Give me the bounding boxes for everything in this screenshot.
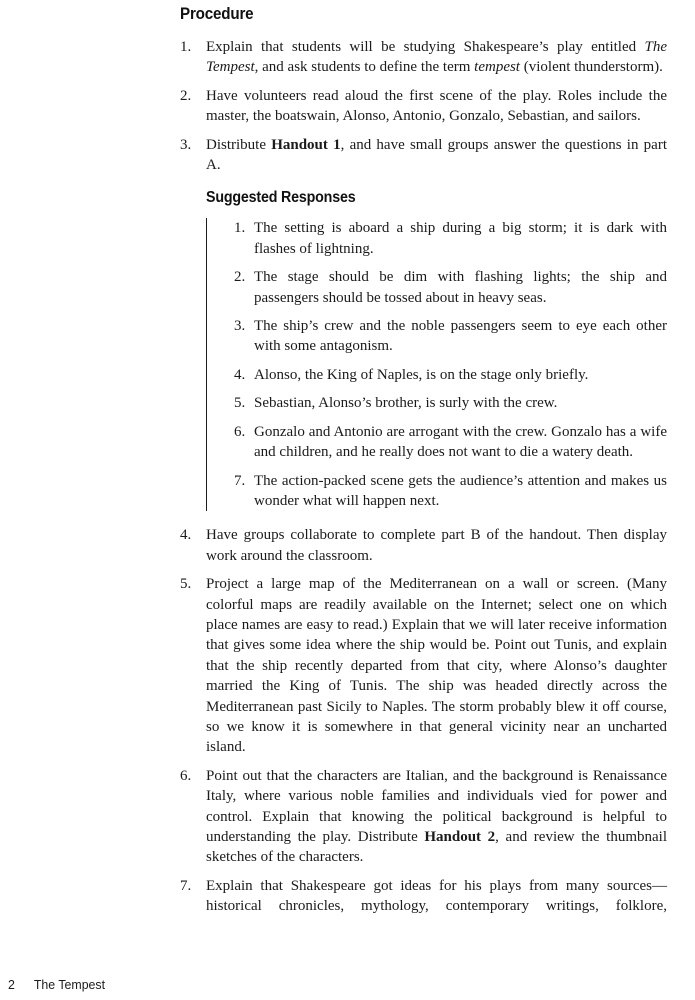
text-run: Point out that the characters are Italian, and the background is Renaissance Italy, where various noble families and individuals vied for power and control. Explain that knowing the political background is helpful to understanding the play. Distribute xyxy=(206,767,667,845)
text-run: , and ask students to define the term xyxy=(254,59,475,76)
item-number: 1. xyxy=(180,39,192,55)
text-run: Have volunteers read aloud the first scene of the play. Roles include the master, the boatswain, Alonso, Antonio, Gonzalo, Sebastian, and sailors. xyxy=(206,87,667,125)
item-number: 7. xyxy=(180,877,192,894)
text-run: Distribute xyxy=(206,136,272,153)
response-item-4 xyxy=(234,365,667,385)
procedure-item-5 xyxy=(180,574,667,758)
procedure-item-4 xyxy=(180,525,667,566)
response-number: 1. xyxy=(234,220,246,237)
response-item-7 xyxy=(234,471,667,512)
response-item-1 xyxy=(234,218,667,259)
procedure-item-3 xyxy=(180,135,667,176)
response-text: The action-packed scene gets the audience’s attention and makes us wonder what will happen next. xyxy=(254,472,667,509)
text-run-italic: The Tempest xyxy=(206,39,667,76)
response-number: 3. xyxy=(234,318,246,335)
response-number: 7. xyxy=(234,472,246,489)
text-run: Explain that students will be studying Shakespeare’s play entitled xyxy=(206,39,645,55)
page-footer xyxy=(8,977,105,992)
text-run-italic: tempest xyxy=(474,59,520,76)
suggested-responses-list xyxy=(206,218,667,511)
suggested-responses-heading-row xyxy=(206,189,667,207)
item-number: 3. xyxy=(180,136,192,153)
response-text: Sebastian, Alonso’s brother, is surly with the crew. xyxy=(254,395,558,412)
text-run: Project a large map of the Mediterranean on a wall or screen. (Many colorful maps are readily available on the Internet; select one on which place names are easy to read.) Explain that we will later receive information that gives some idea where the ship would be. Point out Tunis, and explain that the ship recently departed from that city, where Alonso’s daughter married the King of Tunis. The ship was headed directly across the Mediterranean past Sicily to Naples. The storm probably blew it off course, so we know it is somewhere in that general vicinity near an uncharted island. xyxy=(206,576,667,756)
text-run: (violent thunderstorm). xyxy=(519,59,663,76)
text-run-bold: Handout 1 xyxy=(271,136,341,153)
response-item-6 xyxy=(234,422,667,463)
item-text xyxy=(206,86,667,127)
response-text: The stage should be dim with flashing lights; the ship and passengers should be tossed about in heavy seas. xyxy=(254,269,667,306)
response-item-5 xyxy=(234,393,667,413)
procedure-heading: Procedure xyxy=(180,5,254,23)
item-text xyxy=(206,574,667,758)
procedure-item-1 xyxy=(180,37,667,78)
item-text xyxy=(206,135,667,176)
response-text: The setting is aboard a ship during a big storm; it is dark with flashes of lightning. xyxy=(254,220,667,257)
text-run: Have groups collaborate to complete part B of the handout. Then display work around the classroom. xyxy=(206,527,667,564)
item-number: 5. xyxy=(180,576,192,593)
text-run: , and review the thumbnail sketches of the characters. xyxy=(206,829,667,866)
item-number: 2. xyxy=(180,87,192,104)
response-number: 5. xyxy=(234,395,246,412)
response-text: Gonzalo and Antonio are arrogant with the crew. Gonzalo has a wife and children, and he really does not want to die a watery death. xyxy=(254,423,667,461)
item-number: 6. xyxy=(180,767,192,784)
item-text xyxy=(206,766,667,868)
procedure-item-6 xyxy=(180,766,667,868)
response-number: 2. xyxy=(234,269,246,286)
response-number: 6. xyxy=(234,423,246,440)
item-text xyxy=(206,876,667,917)
text-run: Explain that Shakespeare got ideas for his plays from many sources—historical chronicles, mythology, contemporary writings, folklore, xyxy=(206,877,667,915)
response-text: Alonso, the King of Naples, is on the stage only briefly. xyxy=(254,366,589,383)
procedure-section xyxy=(180,5,667,925)
item-text xyxy=(206,525,667,566)
procedure-item-2 xyxy=(180,86,667,127)
response-text: The ship’s crew and the noble passengers seem to eye each other with some antagonism. xyxy=(254,318,667,355)
response-number: 4. xyxy=(234,366,246,383)
text-run: , and have small groups answer the questions in part A. xyxy=(206,136,667,174)
response-item-2 xyxy=(234,267,667,308)
response-item-3 xyxy=(234,316,667,357)
page-number: 2 xyxy=(8,977,15,992)
procedure-heading-row xyxy=(180,5,667,24)
procedure-item-7 xyxy=(180,876,667,917)
item-text xyxy=(206,37,667,78)
text-run-bold: Handout 2 xyxy=(424,829,496,845)
item-number: 4. xyxy=(180,527,192,544)
suggested-responses-heading: Suggested Responses xyxy=(206,189,356,207)
book-title: The Tempest xyxy=(33,977,106,992)
suggested-responses-section xyxy=(206,189,667,511)
